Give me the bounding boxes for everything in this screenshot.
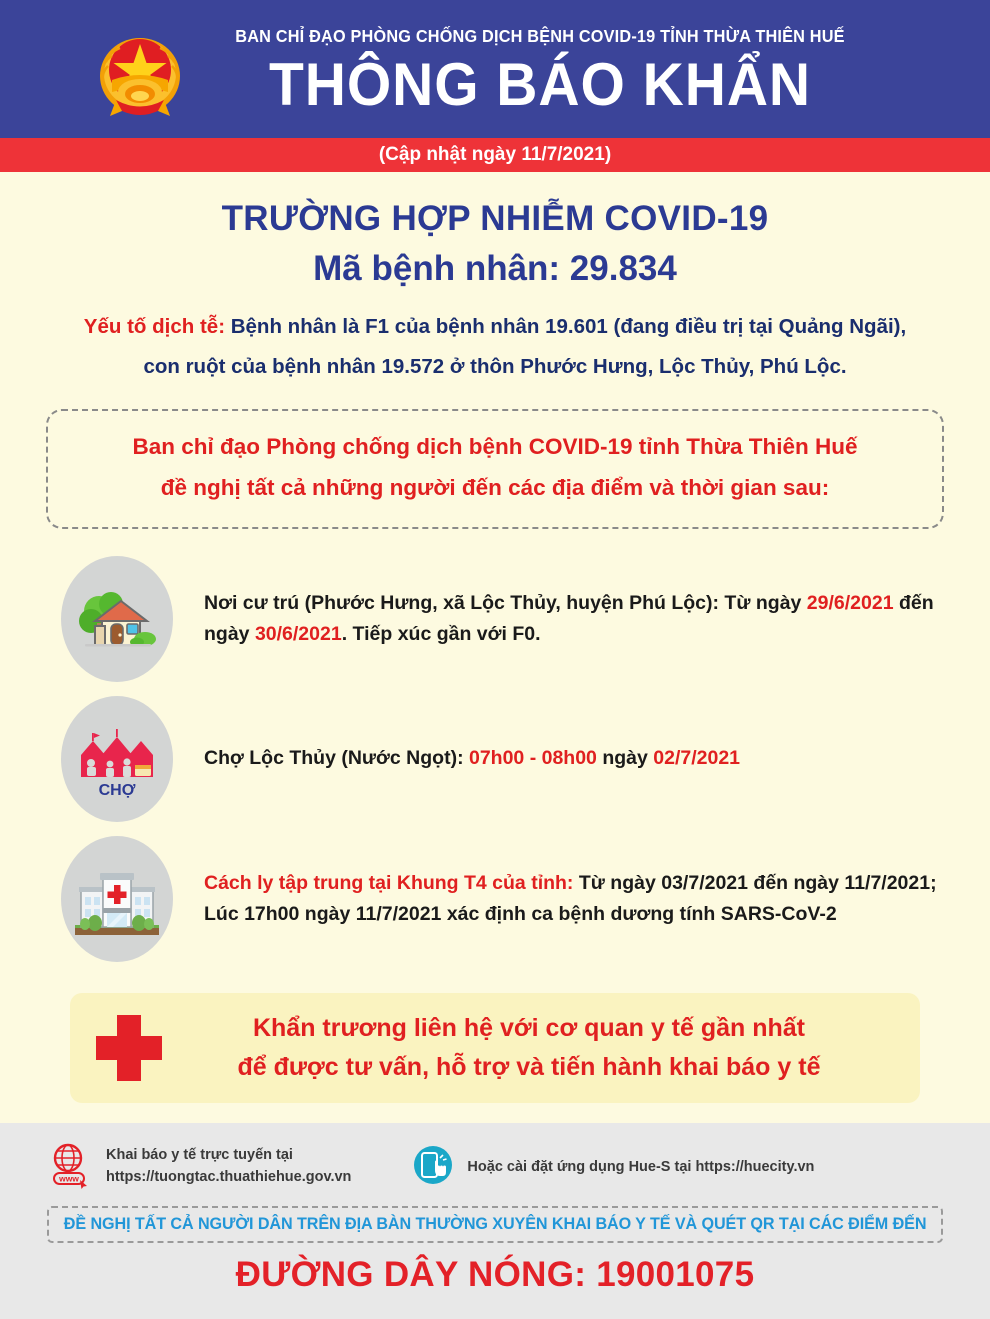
epidemiology-text-1: Bệnh nhân là F1 của bệnh nhân 19.601 (đang điều trị tại Quảng Ngãi), bbox=[225, 315, 907, 339]
location-item bbox=[58, 555, 950, 683]
location-item bbox=[58, 835, 950, 963]
case-title: TRƯỜNG HỢP NHIỄM COVID-19 bbox=[221, 199, 769, 238]
header-text-group bbox=[0, 22, 990, 116]
patient-code: Mã bệnh nhân: 29.834 bbox=[313, 248, 677, 288]
health-declaration-text bbox=[106, 1145, 351, 1189]
location-text bbox=[176, 868, 950, 931]
health-declaration-link-group[interactable] bbox=[0, 1141, 351, 1194]
globe-www-icon bbox=[46, 1141, 94, 1194]
svg-text:CHỢ: CHỢ bbox=[98, 782, 136, 800]
page-title: THÔNG BÁO KHẨN bbox=[268, 51, 812, 118]
request-line-2: đề nghị tất cả những người đến các địa điểm và thời gian sau: bbox=[160, 475, 830, 501]
hotline-number[interactable]: ĐƯỜNG DÂY NÓNG: 19001075 bbox=[235, 1254, 755, 1294]
poster-header bbox=[0, 0, 990, 138]
loc1-seg0: Nơi cư trú (Phước Hưng, xã Lộc Thủy, huyện Phú Lộc): Từ ngày bbox=[204, 591, 807, 614]
location-icon-wrap bbox=[58, 555, 176, 683]
loc1-seg4: . Tiếp xúc gần với F0. bbox=[341, 623, 541, 646]
loc2-seg3: 02/7/2021 bbox=[653, 747, 741, 770]
update-date-text: (Cập nhật ngày 11/7/2021) bbox=[378, 144, 612, 165]
call-to-action-text bbox=[170, 1009, 898, 1087]
location-icon-wrap bbox=[58, 835, 176, 963]
qr-reminder-banner bbox=[47, 1206, 943, 1243]
cta-line-2: để được tư vấn, hỗ trợ và tiến hành khai báo y tế bbox=[237, 1052, 821, 1081]
footer-links bbox=[0, 1137, 990, 1204]
request-line-1: Ban chỉ đạo Phòng chống dịch bệnh COVID-19 tỉnh Thừa Thiên Huế bbox=[132, 434, 858, 460]
loc1-seg3: 30/6/2021 bbox=[254, 623, 342, 646]
hotline-block bbox=[0, 1243, 990, 1309]
epidemiology-line-1 bbox=[26, 307, 964, 347]
epidemiology-label: Yếu tố dịch tễ: bbox=[83, 315, 226, 339]
red-cross-icon bbox=[92, 1012, 170, 1084]
mobile-app-tap-icon bbox=[411, 1143, 455, 1192]
house-tree-icon bbox=[61, 556, 173, 682]
location-list bbox=[0, 555, 990, 975]
epidemiology-line-2: con ruột của bệnh nhân 19.572 ở thôn Phước Hưng, Lộc Thủy, Phú Lộc. bbox=[143, 355, 847, 379]
location-icon-wrap bbox=[58, 695, 176, 823]
loc1-seg1: 29/6/2021 bbox=[806, 591, 894, 614]
call-to-action-box bbox=[70, 993, 920, 1103]
cta-line-1: Khẩn trương liên hệ với cơ quan y tế gần nhất bbox=[252, 1014, 806, 1043]
loc2-seg0: Chợ Lộc Thủy (Nước Ngọt): bbox=[204, 747, 469, 770]
loc2-seg1: 07h00 - 08h00 bbox=[468, 747, 597, 770]
loc3-seg1: Từ ngày 03/7/2021 đến ngày 11/7/2021; Lúc 17h00 ngày 11/7/2021 xác định ca bệnh dương tính SARS-CoV-2 bbox=[204, 871, 937, 926]
location-text bbox=[176, 588, 950, 651]
qr-reminder-text: ĐỀ NGHỊ TẤT CẢ NGƯỜI DÂN TRÊN ĐỊA BÀN THƯỜNG XUYÊN KHAI BÁO Y TẾ VÀ QUÉT QR TẠI CÁC ĐIỂM ĐẾN bbox=[63, 1214, 927, 1233]
location-item bbox=[58, 695, 950, 823]
health-declaration-url[interactable]: https://tuongtac.thuathiehue.gov.vn bbox=[106, 1169, 352, 1186]
poster-footer bbox=[0, 1123, 990, 1319]
loc3-seg0: Cách ly tập trung tại Khung T4 của tỉnh: bbox=[204, 871, 574, 894]
location-text bbox=[176, 743, 950, 775]
epidemiology-block bbox=[0, 293, 990, 387]
update-date-strip bbox=[0, 138, 990, 172]
request-box bbox=[46, 409, 944, 529]
hue-s-app-text: Hoặc cài đặt ứng dụng Hue-S tại https://huecity.vn bbox=[467, 1159, 815, 1176]
loc2-seg2: ngày bbox=[596, 747, 654, 770]
hospital-icon bbox=[61, 836, 173, 962]
case-block bbox=[0, 172, 990, 293]
organization-line: BAN CHỈ ĐẠO PHÒNG CHỐNG DỊCH BỆNH COVID-19 TỈNH THỪA THIÊN HUẾ bbox=[235, 26, 845, 46]
loc1-seg2: đến ngày bbox=[204, 591, 934, 646]
svg-text:www: www bbox=[59, 1173, 79, 1184]
hue-s-app-link-group[interactable] bbox=[351, 1143, 814, 1192]
market-icon bbox=[61, 696, 173, 822]
health-declaration-line-1: Khai báo y tế trực tuyến tại bbox=[106, 1147, 293, 1164]
